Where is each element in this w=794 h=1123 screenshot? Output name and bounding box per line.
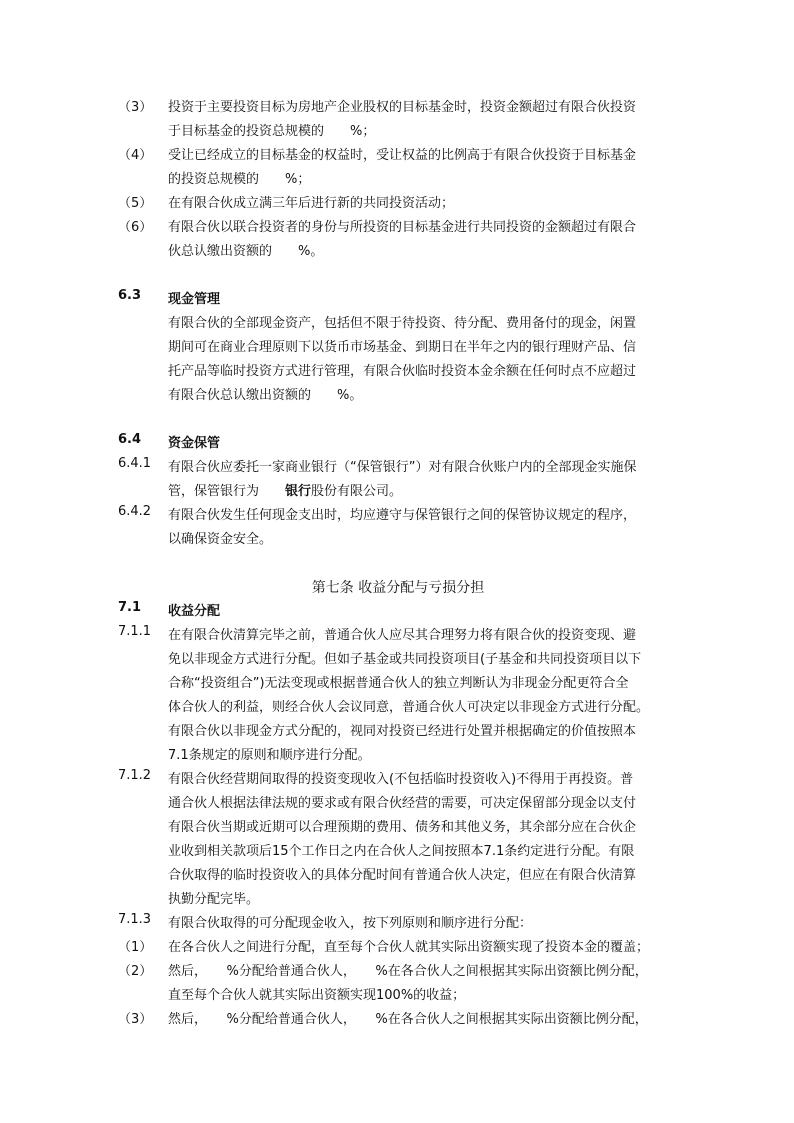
clause-text-part: 管，保管银行为 [168, 484, 286, 499]
clause-6-4-1 [118, 456, 678, 504]
body-text: 托产品等临时投资方式进行管理，有限合伙临时投资本金余额在任何时点不应超过 [168, 364, 637, 379]
bank-name-bold: 银行 [285, 484, 312, 499]
clause-7-1-2 [118, 768, 678, 912]
distribution-item [118, 960, 678, 1008]
section-title: 现金管理 [168, 292, 221, 307]
section-heading-6-3 [118, 288, 678, 312]
article-title: 第七条 收益分配与亏损分担 [311, 580, 485, 596]
body-text: 有限合伙总认缴出资额的 %。 [168, 388, 363, 403]
section-heading-6-4 [118, 432, 678, 456]
clause-text: 有限合伙发生任何现金支出时，均应遵守与保管银行之间的保管协议规定的程序， [168, 508, 637, 523]
section-body-6-3 [118, 312, 678, 408]
clause-text: 合伙取得的临时投资收入的具体分配时间有普通合伙人决定，但应在有限合伙清算 [168, 868, 637, 883]
item-number: （6） [118, 220, 153, 235]
item-number: （4） [118, 148, 153, 163]
clause-number: 7.1.1 [118, 624, 152, 639]
item-number: （5） [118, 196, 153, 211]
clause-number: 6.4.1 [118, 456, 152, 471]
clause-number: 6.4.2 [118, 504, 152, 519]
list-item [118, 144, 678, 192]
item-number: （3） [118, 1012, 153, 1027]
item-number: （1） [118, 940, 153, 955]
distribution-item [118, 1008, 678, 1032]
clause-text: 有限合伙应委托一家商业银行（“保管银行”）对有限合伙账户内的全部现金实施保 [168, 460, 637, 475]
distribution-item [118, 936, 678, 960]
item-text: 在各合伙人之间进行分配，直至每个合伙人就其实际出资额实现了投资本金的覆盖； [168, 940, 650, 955]
clause-text: 有限合伙经营期间取得的投资变现收入(不包括临时投资收入)不得用于再投资。普 [168, 772, 634, 787]
list-item [118, 96, 678, 144]
item-text: 然后， %分配给普通合伙人， %在各合伙人之间根据其实际出资额比例分配， [168, 1012, 648, 1027]
section-heading-7-1 [118, 600, 678, 624]
list-item [118, 216, 678, 264]
section-number: 7.1 [118, 600, 142, 615]
list-item [118, 192, 678, 216]
clause-text: 有限合伙取得的可分配现金收入，按下列原则和顺序进行分配： [168, 916, 533, 931]
clause-number: 7.1.2 [118, 768, 152, 783]
clause-text: 执勤分配完毕。 [168, 892, 260, 907]
section-number: 6.3 [118, 288, 142, 303]
item-text: 的投资总规模的 %； [168, 172, 311, 187]
section-title: 收益分配 [168, 604, 221, 619]
clause-7-1-1 [118, 624, 678, 768]
clause-text: 业收到相关款项后15个工作日之内在合伙人之间按照本7.1条约定进行分配。有限 [168, 844, 635, 859]
clause-text: 体合伙人的利益，则经合伙人会议同意，普通合伙人可决定以非现金方式进行分配。 [168, 700, 650, 715]
item-text: 直至每个合伙人就其实际出资额实现100%的收益； [168, 988, 466, 1003]
clause-text: 有限合伙当期或近期可以合理预期的费用、债务和其他义务，其余部分应在合伙企 [168, 820, 637, 835]
clause-text-part: 股份有限公司。 [311, 484, 403, 499]
clause-7-1-3 [118, 912, 678, 936]
clause-text: 7.1条规定的原则和顺序进行分配。 [168, 748, 371, 763]
clause-6-4-2 [118, 504, 678, 552]
item-text: 受让已经成立的目标基金的权益时，受让权益的比例高于有限合伙投资于目标基金 [168, 148, 637, 163]
item-number: （2） [118, 964, 153, 979]
item-number: （3） [118, 100, 153, 115]
item-text: 然后， %分配给普通合伙人， %在各合伙人之间根据其实际出资额比例分配， [168, 964, 648, 979]
clause-text: 免以非现金方式进行分配。但如子基金或共同投资项目(子基金和共同投资项目以下 [168, 652, 642, 667]
item-text: 在有限合伙成立满三年后进行新的共同投资活动； [168, 196, 455, 211]
clause-number: 7.1.3 [118, 912, 152, 927]
clause-text: 通合伙人根据法律法规的要求或有限合伙经营的需要，可决定保留部分现金以支付 [168, 796, 637, 811]
clause-text [168, 480, 678, 504]
section-number: 6.4 [118, 432, 142, 447]
item-text: 投资于主要投资目标为房地产企业股权的目标基金时，投资金额超过有限合伙投资 [168, 100, 637, 115]
clause-text: 在有限合伙清算完毕之前，普通合伙人应尽其合理努力将有限合伙的投资变现、避 [168, 628, 637, 643]
clause-text: 有限合伙以非现金方式分配的，视同对投资已经进行处置并根据确定的价值按照本 [168, 724, 637, 739]
clause-text: 以确保资金安全。 [168, 532, 273, 547]
body-text: 期间可在商业合理原则下以货币市场基金、到期日在半年之内的银行理财产品、信 [168, 340, 637, 355]
section-title: 资金保管 [168, 436, 221, 451]
item-text: 有限合伙以联合投资者的身份与所投资的目标基金进行共同投资的金额超过有限合 [168, 220, 637, 235]
item-text: 伙总认缴出资额的 %。 [168, 244, 324, 259]
clause-text: 合称“投资组合”)无法变现或根据普通合伙人的独立判断认为非现金分配更符合全 [168, 676, 629, 691]
body-text: 有限合伙的全部现金资产，包括但不限于待投资、待分配、费用备付的现金，闲置 [168, 316, 637, 331]
item-text: 于目标基金的投资总规模的 %； [168, 124, 376, 139]
